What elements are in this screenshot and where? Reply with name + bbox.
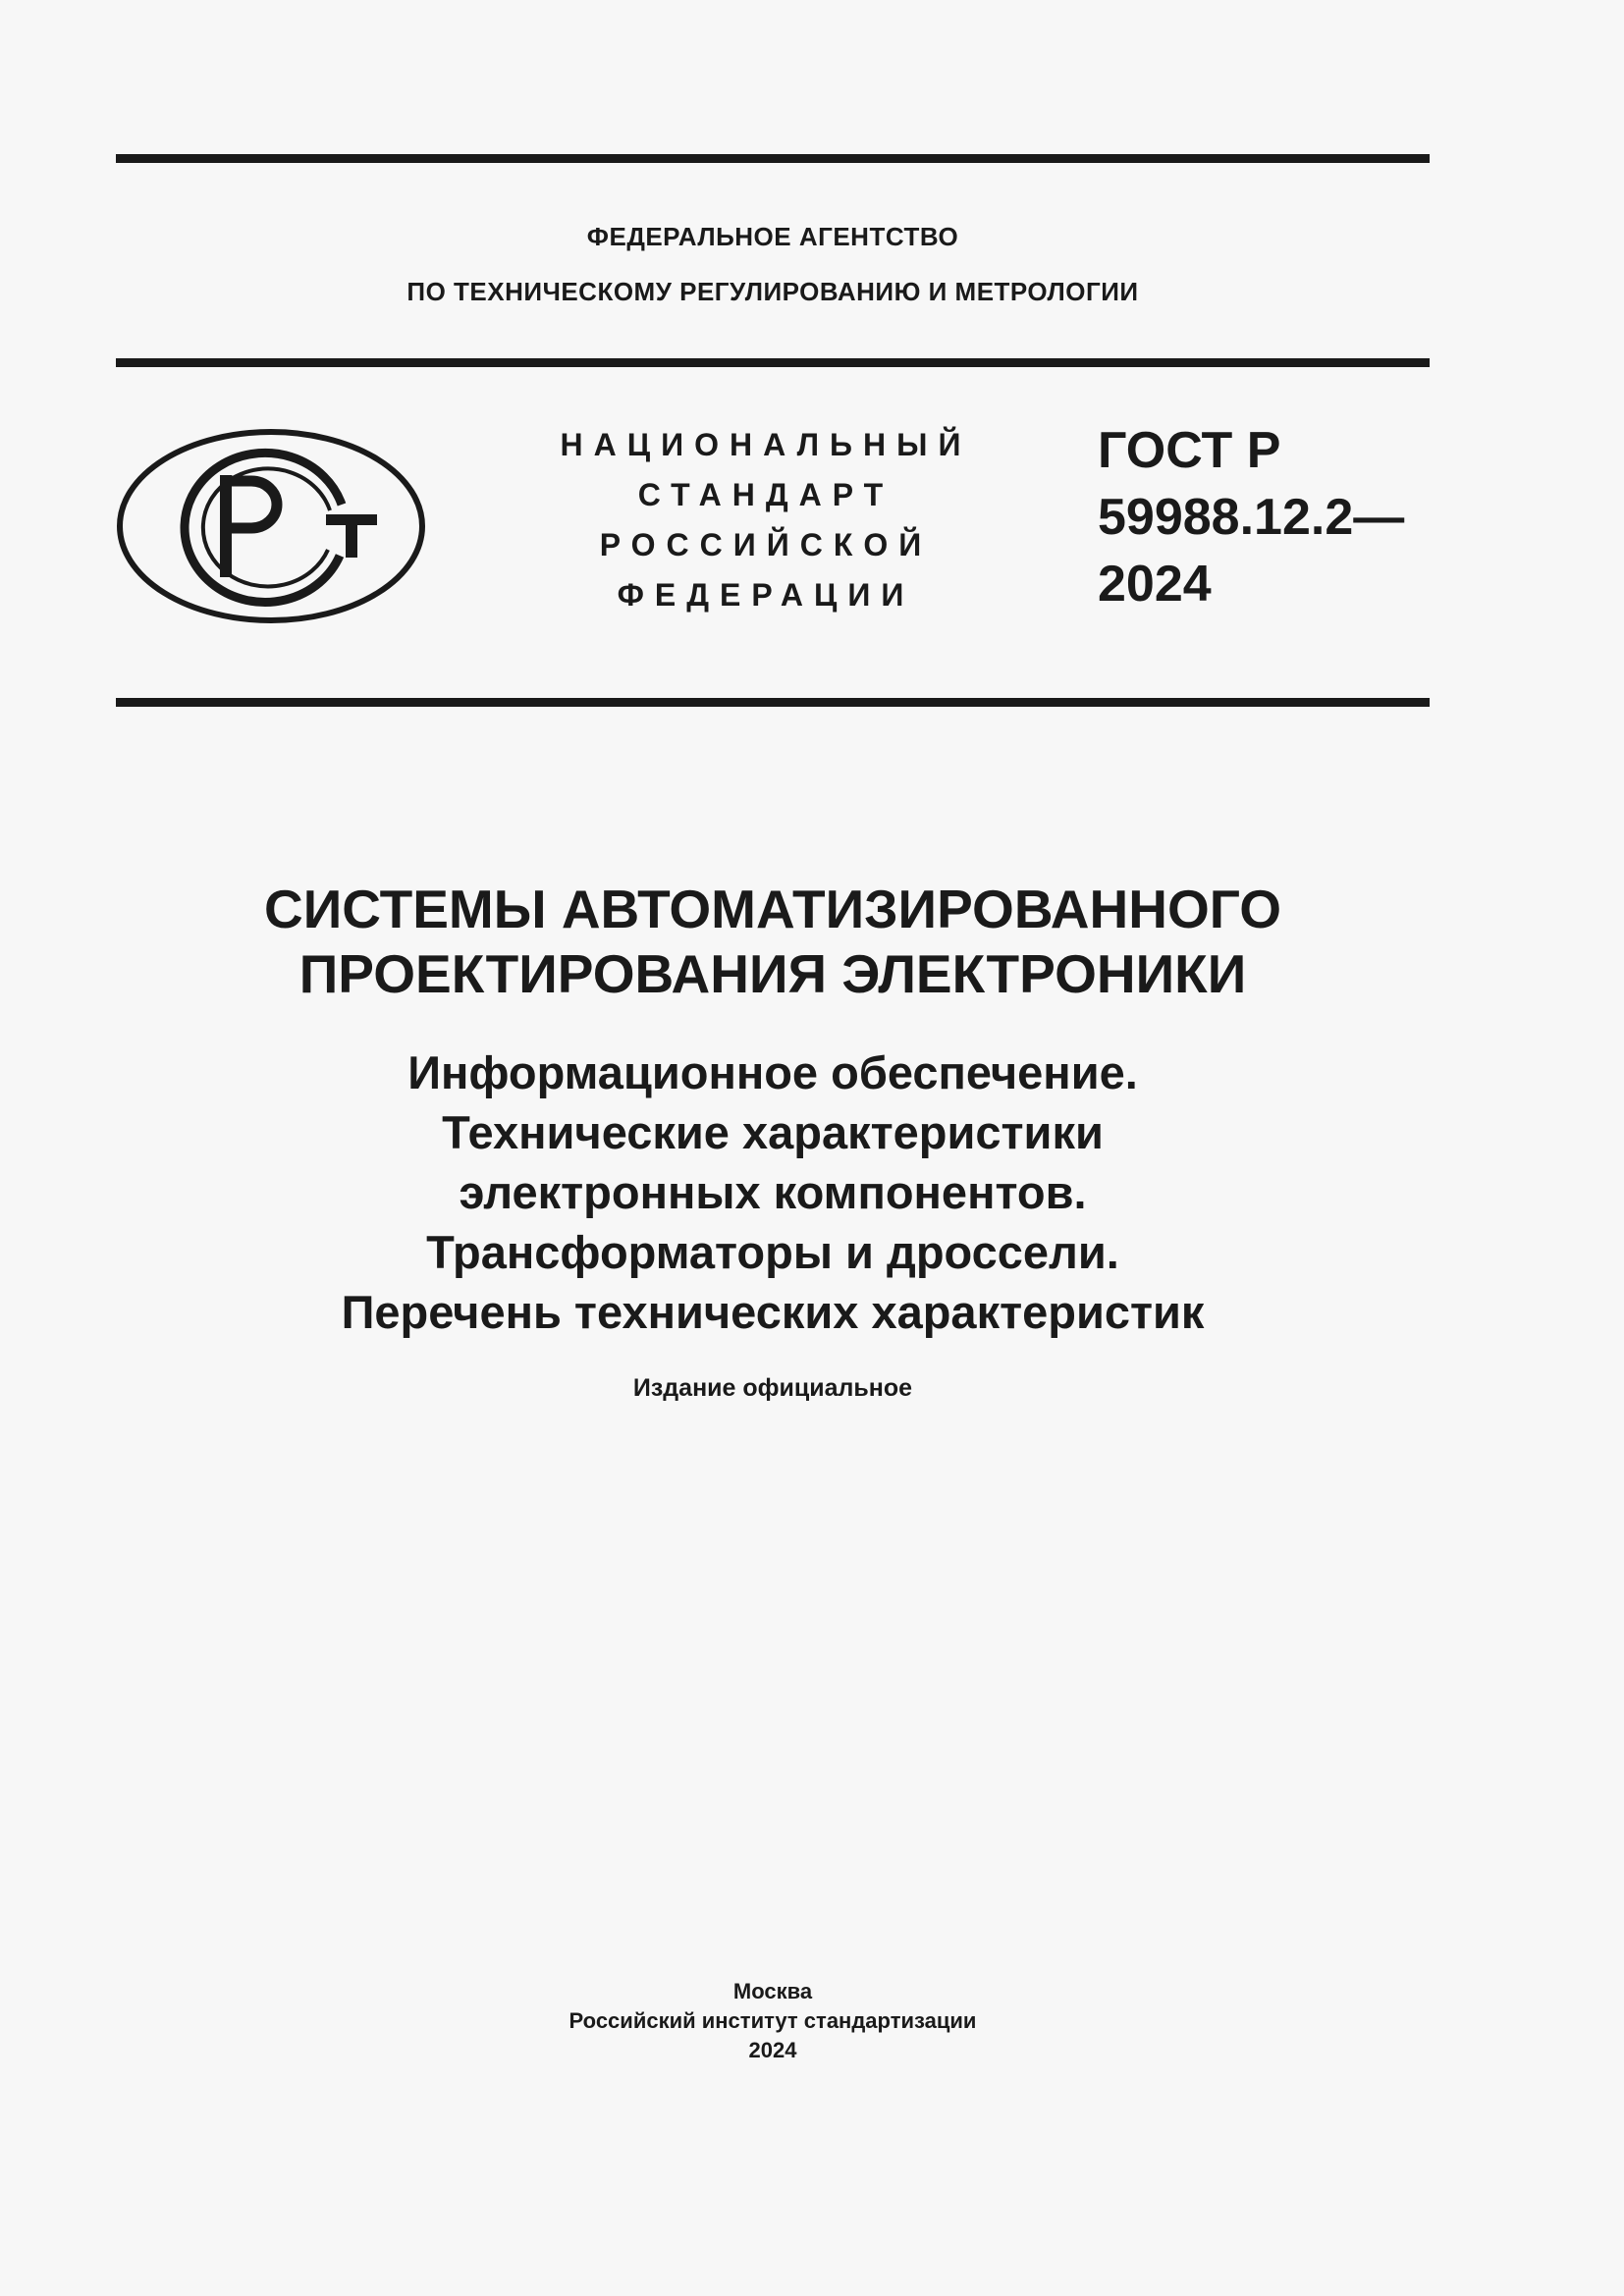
subtitle-line: электронных компонентов. bbox=[459, 1166, 1087, 1218]
national-standard-line: РОССИЙСКОЙ bbox=[599, 527, 933, 562]
imprint-year: 2024 bbox=[748, 2038, 797, 2062]
agency-line-2: ПО ТЕХНИЧЕСКОМУ РЕГУЛИРОВАНИЮ И МЕТРОЛОГИИ bbox=[406, 277, 1139, 306]
imprint-publisher: Российский институт стандартизации bbox=[568, 2008, 977, 2033]
national-standard-line: СТАНДАРТ bbox=[637, 477, 894, 512]
title-line: СИСТЕМЫ АВТОМАТИЗИРОВАННОГО bbox=[264, 879, 1281, 939]
designation-line: 59988.12.2— bbox=[1098, 489, 1405, 546]
national-standard-line: НАЦИОНАЛЬНЫЙ bbox=[560, 427, 972, 462]
imprint-city: Москва bbox=[732, 1979, 813, 2003]
national-standard-label bbox=[530, 420, 1001, 620]
bottom-rule bbox=[116, 698, 1430, 707]
agency-line-1: ФЕДЕРАЛЬНОЕ АГЕНТСТВО bbox=[586, 222, 959, 251]
edition-note: Издание официальное bbox=[632, 1374, 913, 1402]
standard-designation bbox=[1098, 417, 1422, 617]
top-rule bbox=[116, 154, 1430, 163]
title-line: ПРОЕКТИРОВАНИЯ ЭЛЕКТРОНИКИ bbox=[298, 943, 1247, 1004]
subtitle-line: Трансформаторы и дроссели. bbox=[426, 1226, 1119, 1278]
middle-rule bbox=[116, 358, 1430, 367]
designation-line: 2024 bbox=[1098, 556, 1212, 613]
national-standard-line: ФЕДЕРАЦИИ bbox=[617, 577, 915, 613]
designation-line: ГОСТ Р bbox=[1098, 422, 1281, 479]
subtitle-line: Перечень технических характеристик bbox=[341, 1286, 1205, 1338]
subtitle-line: Технические характеристики bbox=[442, 1106, 1104, 1158]
subtitle-line: Информационное обеспечение. bbox=[407, 1046, 1138, 1098]
document-subtitle bbox=[116, 1042, 1430, 1342]
document-title bbox=[116, 877, 1430, 1006]
imprint bbox=[116, 1977, 1430, 2065]
rst-certification-mark-icon bbox=[116, 428, 426, 624]
